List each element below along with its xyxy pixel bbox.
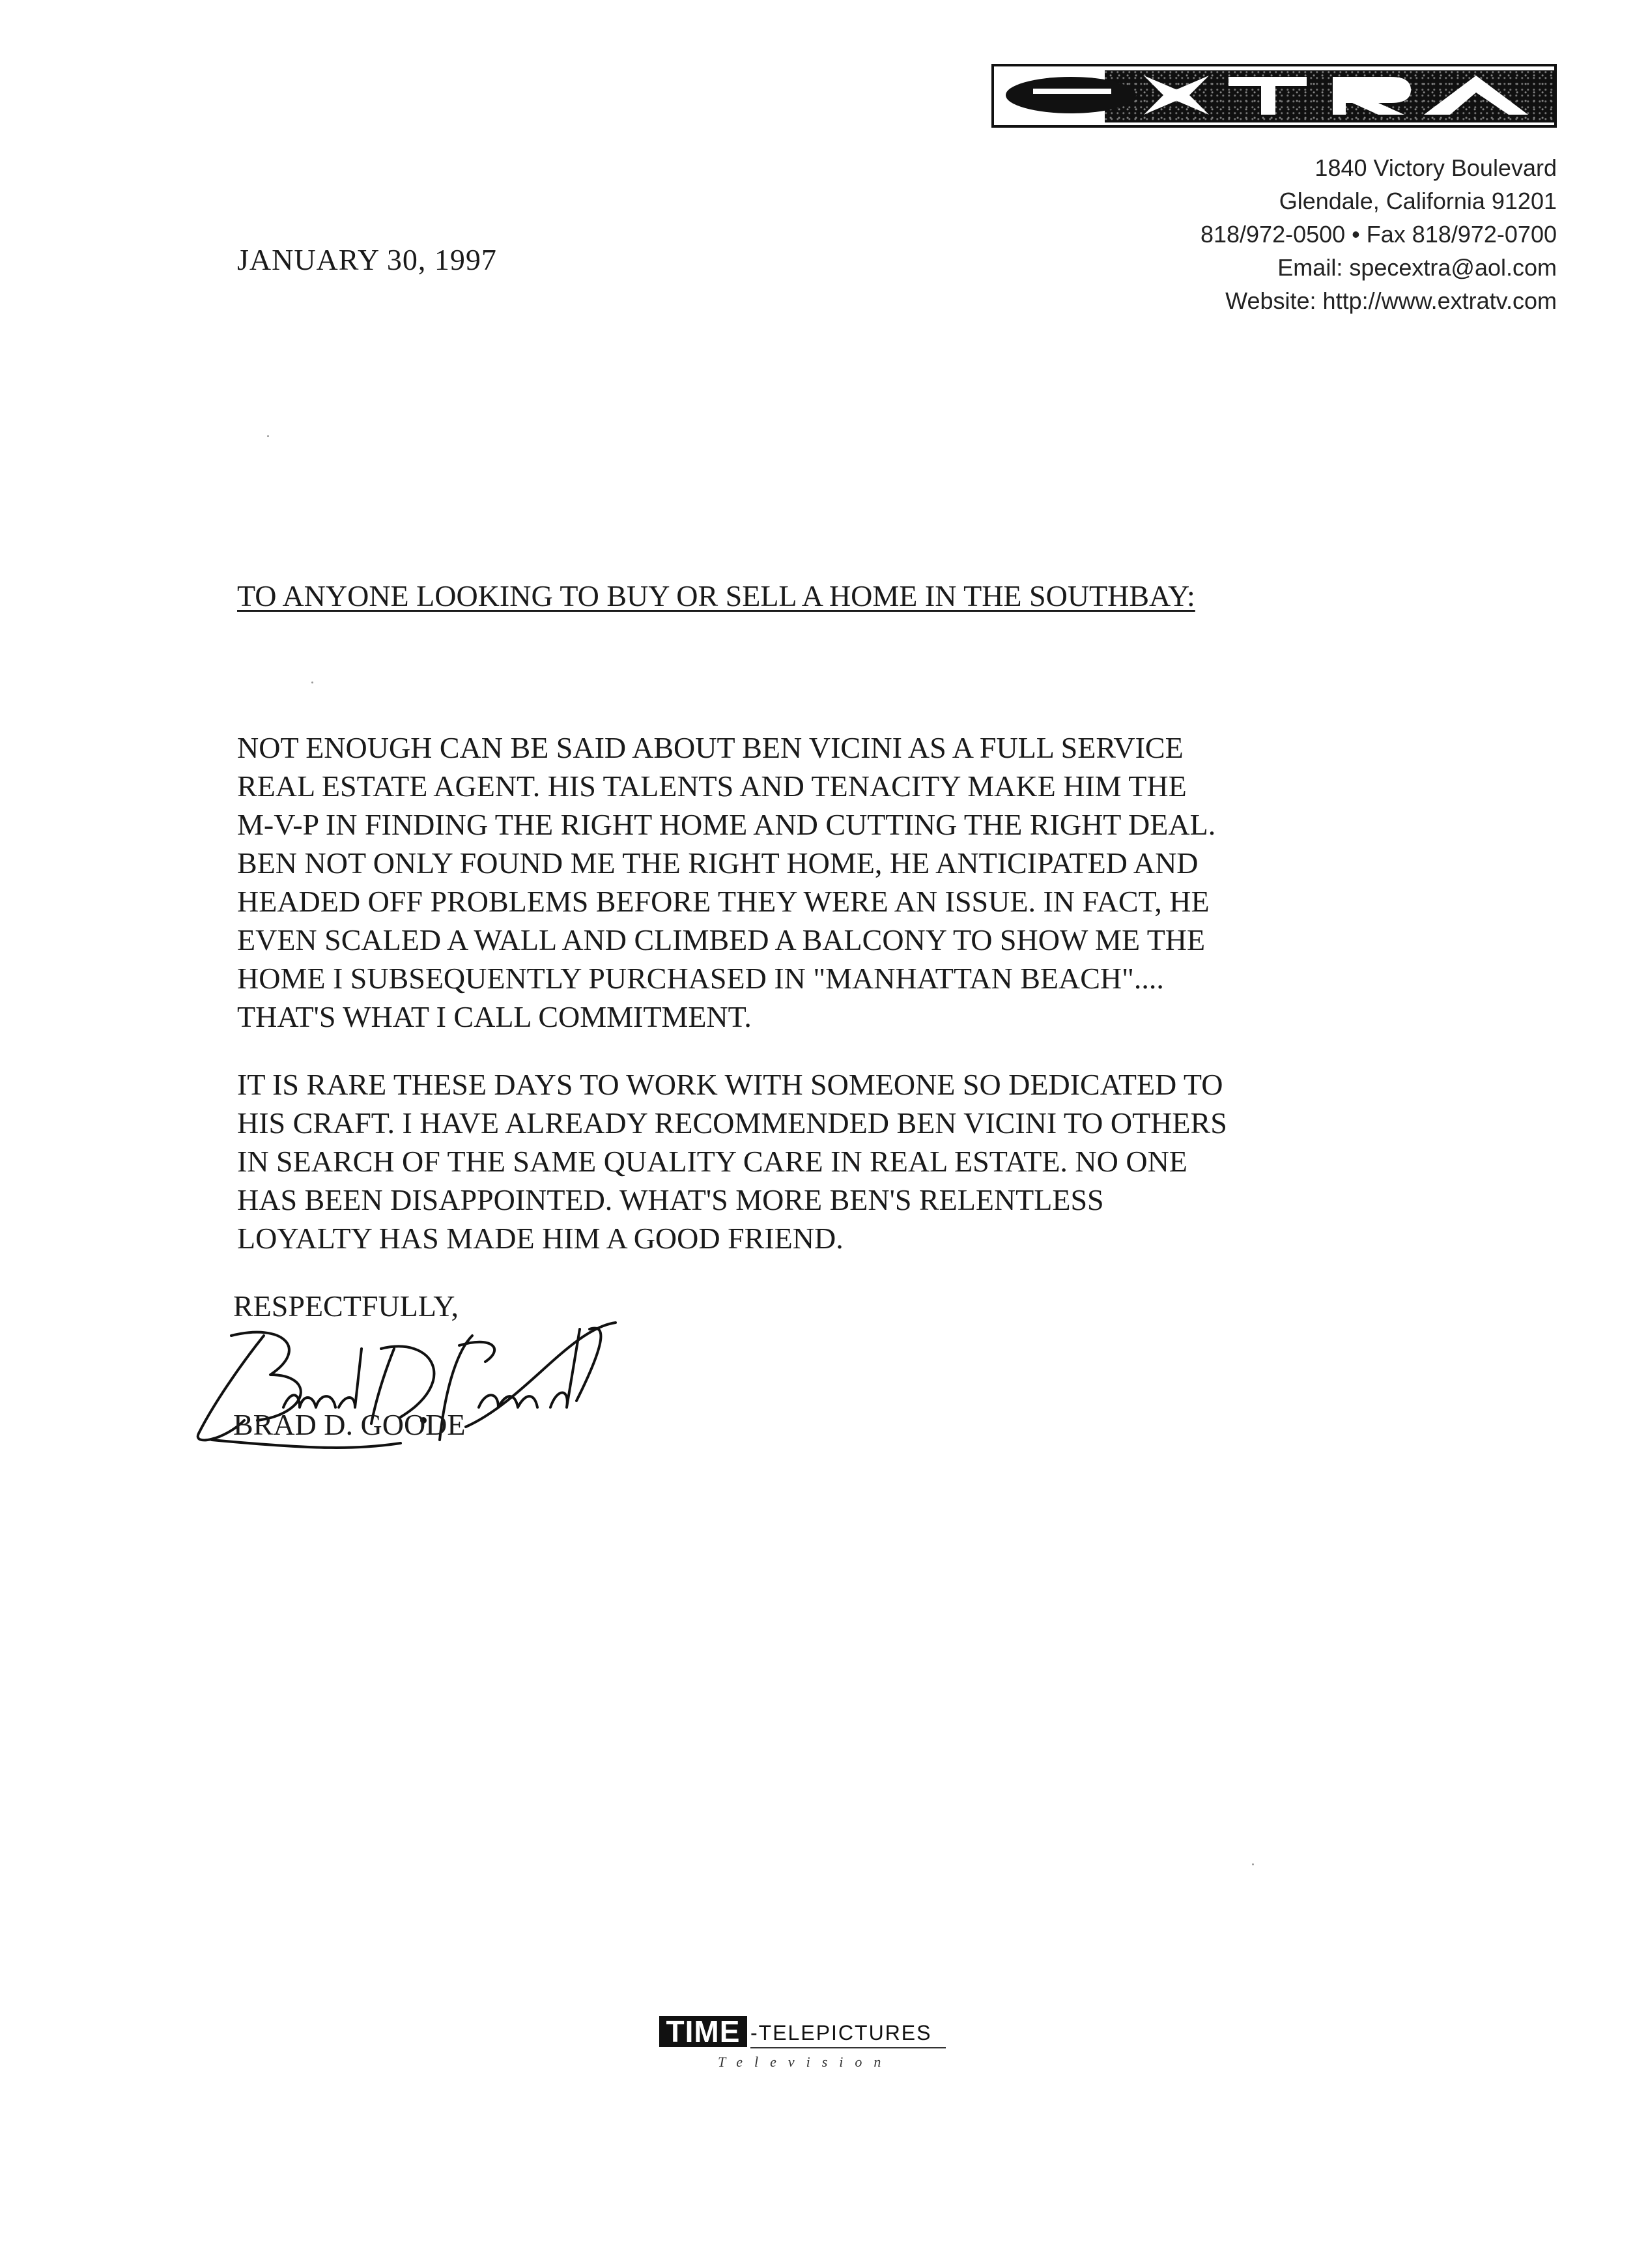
paragraph-line: NOT ENOUGH CAN BE SAID ABOUT BEN VICINI AS A FULL SERVICE [237,731,1184,764]
extra-logo [991,64,1557,128]
scan-speck [267,435,269,437]
letterhead-address [1200,151,1557,317]
paragraph-line: LOYALTY HAS MADE HIM A GOOD FRIEND. [237,1222,844,1255]
address-line: Website: http://www.extratv.com [1225,287,1557,314]
paragraph-line: HEADED OFF PROBLEMS BEFORE THEY WERE AN ISSUE. IN FACT, HE [237,885,1210,918]
address-line: Email: specextra@aol.com [1277,254,1557,281]
address-line: 818/972-0500 • Fax 818/972-0700 [1200,221,1557,248]
paragraph-line: THAT'S WHAT I CALL COMMITMENT. [237,1000,752,1033]
paragraph-line: HAS BEEN DISAPPOINTED. WHAT'S MORE BEN'S RELENTLESS [237,1183,1104,1216]
paragraph-line: HOME I SUBSEQUENTLY PURCHASED IN "MANHATTAN BEACH".... [237,962,1164,995]
signer-name: BRAD D. GOODE [233,1408,466,1441]
footer-rule [750,2047,946,2048]
paragraph-line: REAL ESTATE AGENT. HIS TALENTS AND TENACITY MAKE HIM THE [237,769,1187,803]
television-label: Television [718,2054,893,2070]
time-label: TIME [659,2016,747,2047]
letter-salutation: TO ANYONE LOOKING TO BUY OR SELL A HOME IN THE SOUTHBAY: [237,579,1195,612]
body-paragraph-1 [237,728,1215,1036]
paragraph-line: M-V-P IN FINDING THE RIGHT HOME AND CUTTING THE RIGHT DEAL. [237,808,1216,841]
scan-speck [311,682,313,683]
paragraph-line: IT IS RARE THESE DAYS TO WORK WITH SOMEONE SO DEDICATED TO [237,1068,1223,1101]
scan-speck [1252,1863,1254,1865]
address-line: Glendale, California 91201 [1279,188,1557,214]
paragraph-line: HIS CRAFT. I HAVE ALREADY RECOMMENDED BEN VICINI TO OTHERS [237,1106,1227,1140]
time-telepictures-logo [659,2016,959,2088]
body-paragraph-2 [237,1065,1227,1257]
paragraph-line: BEN NOT ONLY FOUND ME THE RIGHT HOME, HE ANTICIPATED AND [237,846,1199,880]
logo-graphic [994,66,1554,125]
letter-date: JANUARY 30, 1997 [237,243,497,276]
paragraph-line: EVEN SCALED A WALL AND CLIMBED A BALCONY TO SHOW ME THE [237,923,1206,956]
letter-closing: RESPECTFULLY, [233,1289,459,1323]
paragraph-line: IN SEARCH OF THE SAME QUALITY CARE IN REAL ESTATE. NO ONE [237,1145,1187,1178]
telepictures-label: -TELEPICTURES [750,2021,932,2045]
address-line: 1840 Victory Boulevard [1314,154,1557,181]
